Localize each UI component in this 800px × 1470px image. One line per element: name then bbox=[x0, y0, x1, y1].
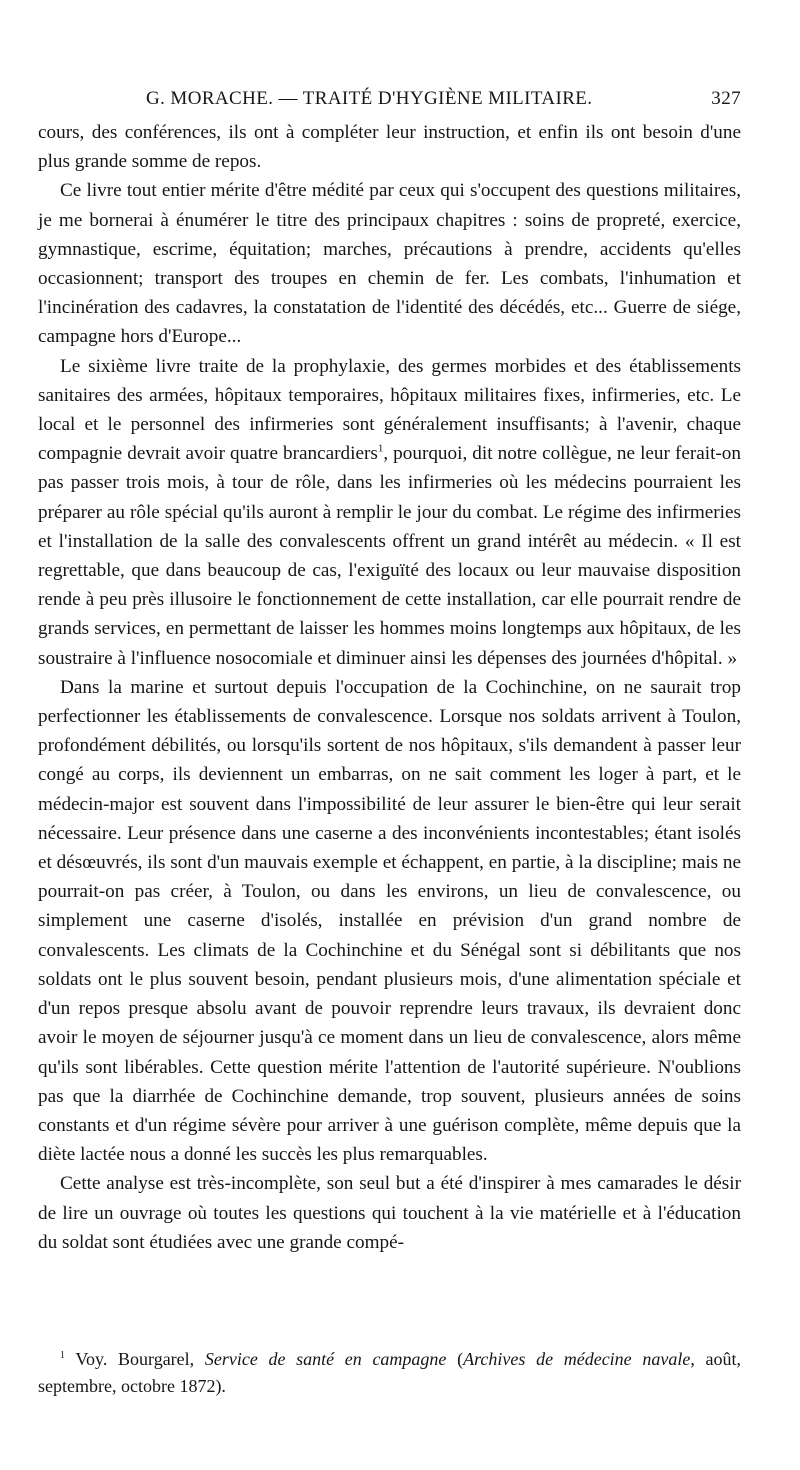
footnote-prefix: Voy. Bourgarel, bbox=[75, 1349, 205, 1369]
paragraph-chapters: Ce livre tout entier mérite d'être médité par ceux qui s'occupent des questions militaires, je me bornerai à énumérer le titre des principaux chapitres : soins de propreté, exercice, gymnastique, escrime, équitation; marches, précautions à prendre, accidents qu'elles occasionnent; transport des troupes en chemin de fer. Les combats, l'inhumation et l'incinération des cadavres, la constatation de l'identité des décédés, etc... Guerre de siége, campagne hors d'Europe... bbox=[38, 180, 741, 348]
paragraph-prophylaxis-part1: Le sixième livre traite de la prophylaxie, des germes morbides et des établissements sanitaires des armées, hôpitaux temporaires, hôpitaux militaires fixes, infirmeries, etc. Le local et le personnel des infirmeries sont généralement insuffisants; à l'avenir, chaque compagnie devrait avoir quatre brancardiers bbox=[38, 355, 741, 465]
page-number: 327 bbox=[711, 88, 741, 109]
footnote-middle: ( bbox=[446, 1349, 464, 1369]
footnote-suffix: , août, septembre, octobre 1872). bbox=[38, 1349, 741, 1396]
paragraph-continuation: cours, des conférences, ils ont à compléter leur instruction, et enfin ils ont besoin d'une plus grande somme de repos. bbox=[38, 122, 741, 173]
paragraph-marine: Dans la marine et surtout depuis l'occupation de la Cochinchine, on ne saurait trop perfectionner les établissements de convalescence. Lorsque nos soldats arrivent à Toulon, profondément débilités, ou lorsqu'ils sortent de nos hôpitaux, s'ils demandent à passer leur congé au corps, ils deviennent un embarras, on ne sait comment les loger à part, et le médecin-major est souvent dans l'impossibilité de leur assurer le bien-être qui leur serait nécessaire. Leur présence dans une caserne a des inconvénients incontestables; étant isolés et désœuvrés, ils sont d'un mauvais exemple et échappent, en partie, à la discipline; mais ne pourrait-on pas créer, à Toulon, ou dans les environs, un lieu de convalescence, ou simplement une caserne d'isolés, installée en prévision d'un grand nombre de convalescents. Les climats de la Cochinchine et du Sénégal sont si débilitants que nos soldats ont le plus souvent besoin, pendant plusieurs mois, d'une alimentation spéciale et d'un repos presque absolu avant de pouvoir reprendre leurs travaux, ils devraient donc avoir le moyen de séjourner jusqu'à ce moment dans un lieu de convalescence, alors même qu'ils sont libérables. Cette question mérite l'attention de l'autorité supérieure. N'oublions pas que la diarrhée de Cochinchine demande, trop souvent, plusieurs années de soins constants et d'un régime sévère pour arriver à une guérison complète, même depuis que la diète lactée nous a donné les succès les plus remarquables. bbox=[38, 676, 741, 1166]
footnote-title: Service de santé en campagne bbox=[204, 1349, 447, 1369]
body-text bbox=[38, 118, 741, 1257]
paragraph-prophylaxis bbox=[38, 352, 741, 673]
footnote-journal: Archives de médecine navale bbox=[463, 1349, 691, 1369]
running-title: G. MORACHE. — TRAITÉ D'HYGIÈNE MILITAIRE. bbox=[146, 88, 593, 109]
footnote-reference: 1 bbox=[377, 442, 384, 455]
footnote bbox=[38, 1346, 741, 1400]
paragraph-prophylaxis-part2: , pourquoi, dit notre collègue, ne leur ferait-on pas passer trois mois, à tour de rôle, dans les infirmeries où les médecins pourraient les préparer au rôle spécial qu'ils auront à remplir le jour du combat. Le régime des infirmeries et l'installation de la salle des convalescents offrent un grand intérêt au médecin. « Il est regrettable, que dans beaucoup de cas, l'exiguïté des locaux ou leur mauvaise disposition rende à peu près illusoire le fonctionnement de cette installation, car elle pourrait rendre de grands services, en permettant de laisser les hommes moins longtemps aux hôpitaux, de les soustraire à l'influence nosocomiale et diminuer ainsi les dépenses des journées d'hôpital. » bbox=[38, 443, 741, 669]
footnote-marker: 1 bbox=[60, 1350, 65, 1361]
book-page bbox=[38, 84, 741, 1444]
running-header bbox=[38, 84, 741, 118]
paragraph-conclusion: Cette analyse est très-incomplète, son seul but a été d'inspirer à mes camarades le désir de lire un ouvrage où toutes les questions qui touchent à la vie matérielle et à l'éducation du soldat sont étudiées avec une grande compé- bbox=[38, 1173, 741, 1253]
